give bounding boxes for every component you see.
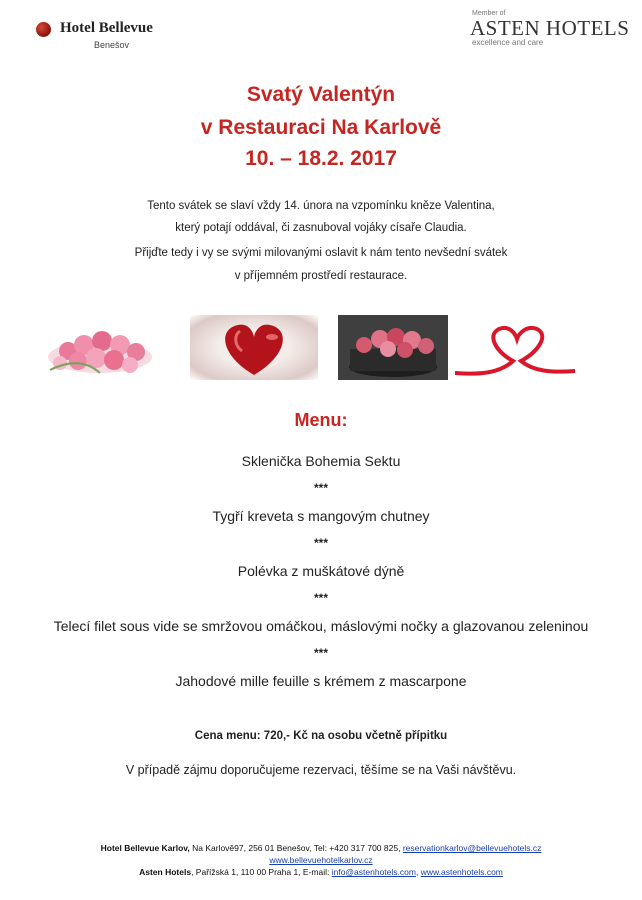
footer-hotel-email-link[interactable]: reservationkarlov@bellevuehotels.cz (402, 843, 542, 853)
roses-in-box-image (338, 315, 448, 380)
intro-line-1: Tento svátek se slaví vždy 14. února na vzpomínku kněze Valentina, (147, 200, 495, 212)
menu-item: Tygří kreveta s mangovým chutney (212, 508, 430, 524)
menu-separator: *** (313, 481, 328, 495)
red-glass-heart-image (190, 315, 318, 380)
footer-asten-name: Asten Hotels (139, 867, 192, 877)
footer-hotel-address: Na Karlově97, 256 01 Benešov, Tel: +420 317 700 825, (189, 843, 403, 853)
menu-item: Telecí filet sous vide se smržovou omáčkou, máslovými nočky a glazovanou zeleninou (53, 618, 589, 634)
hotel-city: Benešov (94, 40, 130, 50)
partner-brand: ASTEN HOTELS (470, 16, 630, 40)
asten-hotels-logo (470, 10, 640, 47)
footer-asten-line (0, 867, 642, 878)
reservation-note: V případě zájmu doporučujeme rezervaci, těšíme se na Vaši návštěvu. (125, 763, 517, 777)
menu-item: Jahodové mille feuille s krémem z mascarpone (175, 673, 467, 689)
hotel-logo-mark-icon (36, 22, 51, 37)
footer-hotel-line (0, 843, 642, 854)
menu-item: Sklenička Bohemia Sektu (241, 453, 401, 469)
footer-hotel-web-link[interactable]: www.bellevuehotelkarlov.cz (269, 855, 373, 865)
footer-separator: , (415, 867, 421, 877)
title-dates: 10. – 18.2. 2017 (245, 147, 397, 170)
footer-asten-address: , Pařížská 1, 110 00 Praha 1, E-mail: (191, 867, 332, 877)
footer-asten-web-link[interactable]: www.astenhotels.com (420, 867, 503, 877)
pink-roses-image (40, 315, 155, 380)
intro-line-3: Přijďte tedy i vy se svými milovanými oslavit k nám tento nevšední svátek (134, 247, 508, 259)
menu-heading: Menu: (294, 410, 348, 430)
red-ribbon-heart-image (455, 315, 575, 380)
footer-asten-email-link[interactable]: info@astenhotels.com (331, 867, 416, 877)
intro-line-4: v příjemném prostředí restaurace. (234, 270, 408, 282)
footer-hotel-name: Hotel Bellevue Karlov, (100, 843, 190, 853)
menu-item: Polévka z muškátové dýně (237, 563, 405, 579)
hotel-name: Hotel Bellevue (60, 20, 153, 36)
menu-separator: *** (313, 536, 328, 550)
partner-member-label: Member of (472, 10, 506, 17)
menu-price: Cena menu: 720,- Kč na osobu včetně přípitku (194, 730, 448, 742)
menu-separator: *** (313, 646, 328, 660)
menu-separator: *** (313, 591, 328, 605)
title-line-1: Svatý Valentýn (246, 83, 396, 106)
footer-web-line (0, 855, 642, 866)
intro-line-2: který potají oddával, či zasnuboval vojáky císaře Claudia. (175, 222, 467, 234)
partner-tagline: excellence and care (472, 38, 544, 47)
title-line-2: v Restauraci Na Karlově (200, 116, 442, 139)
